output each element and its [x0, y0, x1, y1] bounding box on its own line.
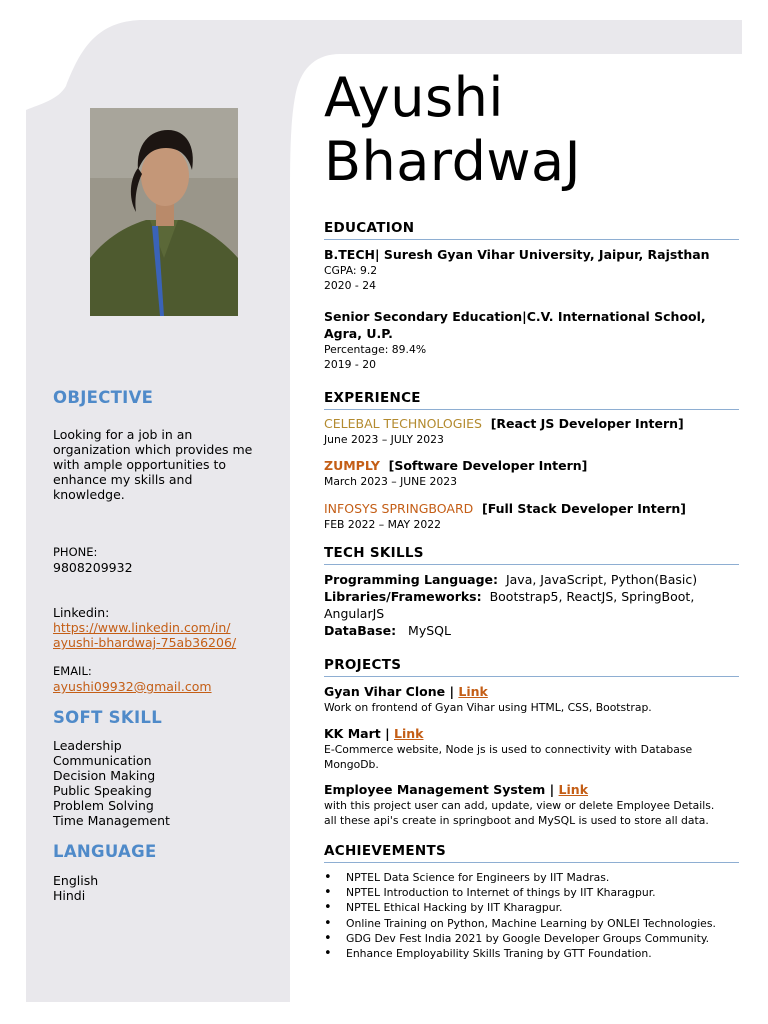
project-desc: MongoDb.	[324, 758, 379, 771]
skill-value: AngularJS	[324, 606, 385, 621]
project-entry	[324, 781, 744, 828]
project-desc: Work on frontend of Gyan Vihar using HTML, CSS, Bootstrap.	[324, 701, 652, 714]
soft-skill-section	[53, 710, 273, 725]
project-entry	[324, 725, 744, 772]
profile-photo	[90, 108, 238, 316]
education-title: Agra, U.P.	[324, 326, 393, 341]
company-name: CELEBAL TECHNOLOGIES	[324, 416, 482, 431]
email-label: EMAIL:	[53, 664, 92, 678]
phone-label: PHONE:	[53, 545, 98, 559]
project-link[interactable]: Link	[458, 684, 488, 699]
education-heading: EDUCATION	[324, 220, 739, 240]
job-role: [Full Stack Developer Intern]	[481, 501, 686, 516]
linkedin-link-line1[interactable]: https://www.linkedin.com/in/	[53, 620, 231, 635]
email-link[interactable]: ayushi09932@gmail.com	[53, 679, 212, 694]
project-desc: all these api's create in springboot and MySQL is used to store all data.	[324, 814, 709, 827]
objective-line: knowledge.	[53, 487, 125, 502]
soft-skill-item: Problem Solving	[53, 798, 154, 813]
project-link[interactable]: Link	[394, 726, 424, 741]
language-section	[53, 844, 273, 859]
project-title: Employee Management System |	[324, 782, 559, 797]
achievement-item: • NPTEL Introduction to Internet of things by IIT Kharagpur.	[324, 885, 754, 900]
tech-skills-list	[324, 571, 744, 639]
objective-line: enhance my skills and	[53, 472, 193, 487]
soft-skill-item: Leadership	[53, 738, 122, 753]
project-title: KK Mart |	[324, 726, 395, 741]
education-entry	[324, 308, 744, 372]
objective-line: Looking for a job in an	[53, 427, 193, 442]
company-name: INFOSYS SPRINGBOARD	[324, 501, 474, 516]
soft-skill-list	[53, 738, 273, 828]
tech-skills-heading: TECH SKILLS	[324, 545, 739, 565]
experience-heading: EXPERIENCE	[324, 390, 739, 410]
education-detail: Percentage: 89.4%	[324, 343, 427, 356]
objective-line: with ample opportunities to	[53, 457, 227, 472]
achievement-item: • Online Training on Python, Machine Learning by ONLEI Technologies.	[324, 916, 754, 931]
soft-skill-item: Communication	[53, 753, 152, 768]
skill-label: Libraries/Frameworks:	[324, 589, 482, 604]
linkedin-label: Linkedin:	[53, 605, 110, 620]
soft-skill-item: Public Speaking	[53, 783, 152, 798]
education-title: B.TECH| Suresh Gyan Vihar University, Jaipur, Rajsthan	[324, 247, 710, 262]
project-entry	[324, 683, 744, 715]
linkedin-link-line2[interactable]: ayushi-bhardwaj-75ab36206/	[53, 635, 237, 650]
skill-value: Java, JavaScript, Python(Basic)	[505, 572, 698, 587]
experience-entry	[324, 457, 744, 489]
job-dates: March 2023 – JUNE 2023	[324, 475, 457, 488]
linkedin-link[interactable]	[53, 620, 273, 650]
experience-entry	[324, 415, 744, 447]
experience-entry	[324, 500, 744, 532]
projects-heading: PROJECTS	[324, 657, 739, 677]
last-name: BhardwaJ	[324, 130, 582, 193]
education-title: Senior Secondary Education|C.V. International School,	[324, 309, 706, 324]
objective-line: organization which provides me	[53, 442, 253, 457]
skill-value: MySQL	[408, 623, 451, 638]
job-role: [React JS Developer Intern]	[490, 416, 684, 431]
soft-skill-item: Decision Making	[53, 768, 156, 783]
candidate-name	[324, 66, 581, 194]
first-name: Ayushi	[324, 66, 504, 129]
achievements-list	[324, 870, 754, 961]
objective-section	[53, 390, 273, 405]
soft-skill-heading: SOFT SKILL	[53, 708, 163, 727]
language-list	[53, 873, 273, 903]
project-title: Gyan Vihar Clone |	[324, 684, 459, 699]
education-dates: 2019 - 20	[324, 358, 376, 371]
language-item: Hindi	[53, 888, 86, 903]
achievement-item: • NPTEL Ethical Hacking by IIT Kharagpur.	[324, 900, 754, 915]
project-link[interactable]: Link	[558, 782, 589, 797]
objective-heading: OBJECTIVE	[53, 388, 154, 407]
project-desc: E-Commerce website, Node js is used to connectivity with Database	[324, 743, 693, 756]
achievement-item: • NPTEL Data Science for Engineers by IIT Madras.	[324, 870, 754, 885]
achievement-item: • GDG Dev Fest India 2021 by Google Developer Groups Community.	[324, 931, 754, 946]
education-detail: CGPA: 9.2	[324, 264, 378, 277]
job-dates: FEB 2022 – MAY 2022	[324, 518, 441, 531]
project-desc: with this project user can add, update, view or delete Employee Details.	[324, 799, 715, 812]
achievements-heading: ACHIEVEMENTS	[324, 843, 739, 863]
achievement-item: • Enhance Employability Skills Traning by GTT Foundation.	[324, 946, 754, 961]
education-entry	[324, 246, 744, 293]
skill-label: Programming Language:	[324, 572, 498, 587]
language-heading: LANGUAGE	[53, 842, 157, 861]
job-role: [Software Developer Intern]	[388, 458, 588, 473]
company-name: ZUMPLY	[324, 458, 380, 473]
soft-skill-item: Time Management	[53, 813, 170, 828]
skill-value: Bootstrap5, ReactJS, SpringBoot,	[489, 589, 695, 604]
education-dates: 2020 - 24	[324, 279, 376, 292]
language-item: English	[53, 873, 99, 888]
email-link-wrap[interactable]	[53, 679, 273, 694]
objective-text	[53, 427, 273, 502]
phone-value: 9808209932	[53, 560, 133, 575]
skill-label: DataBase:	[324, 623, 397, 638]
job-dates: June 2023 – JULY 2023	[324, 433, 444, 446]
